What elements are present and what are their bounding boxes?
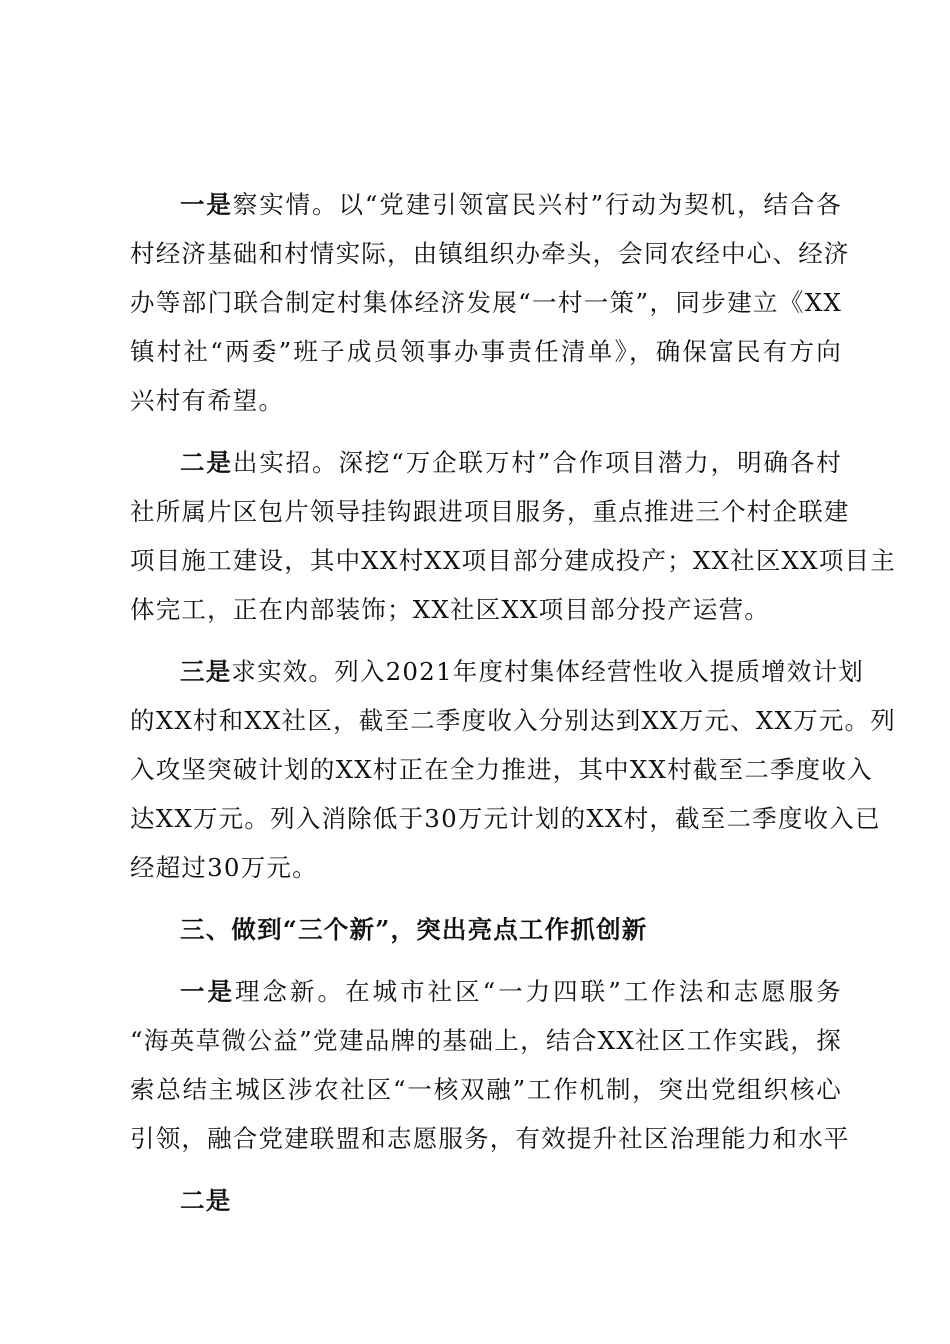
paragraph-line: 村经济基础和村情实际，由镇组织办牵头，会同农经中心、经济: [130, 239, 850, 268]
paragraph-1: [130, 180, 850, 425]
paragraph-lead: 二是: [180, 448, 233, 477]
paragraph-line: 一是察实情。以“党建引领富民兴村”行动为契机，结合各: [180, 190, 842, 219]
paragraph-lead: 一是: [180, 977, 236, 1006]
paragraph-lead: 一是: [180, 190, 233, 219]
paragraph-line: 的XX村和XX社区，截至二季度收入分别达到XX万元、XX万元。列: [130, 706, 896, 735]
paragraph-2: [130, 438, 896, 634]
paragraph-line: 兴村有希望。: [130, 386, 285, 415]
paragraph-line: 镇村社“两委”班子成员领事办事责任清单》，确保富民有方向: [130, 337, 842, 366]
paragraph-lead: 二是: [180, 1186, 232, 1215]
paragraph-line: “海英草微公益”党建品牌的基础上，结合XX社区工作实践，探: [130, 1026, 842, 1055]
document-body: [130, 180, 896, 1238]
paragraph-line: 达XX万元。列入消除低于30万元计划的XX村，截至二季度收入已: [130, 804, 881, 833]
paragraph-line: 社所属片区包片领导挂钩跟进项目服务，重点推进三个村企联建: [130, 497, 850, 526]
section-paragraph-1: [130, 967, 850, 1163]
paragraph-line: 引领，融合党建联盟和志愿服务，有效提升社区治理能力和水平: [130, 1124, 850, 1153]
paragraph-line: 一是理念新。在城市社区“一力四联”工作法和志愿服务: [180, 977, 842, 1006]
paragraph-line: 体完工，正在内部装饰；XX社区XX项目部分投产运营。: [130, 595, 770, 624]
paragraph-lead: 三是: [180, 657, 232, 686]
section-heading-text: 三、做到“三个新”，突出亮点工作抓创新: [180, 915, 648, 944]
section-paragraph-2: [130, 1176, 842, 1225]
paragraph-3: [130, 647, 896, 892]
paragraph-line: 三是求实效。列入2021年度村集体经营性收入提质增效计划: [180, 657, 864, 686]
paragraph-line: 二是出实招。深挖“万企联万村”合作项目潜力，明确各村: [180, 448, 842, 477]
section-heading: [130, 905, 842, 954]
paragraph-line: 索总结主城区涉农社区“一核双融”工作机制，突出党组织核心: [130, 1075, 842, 1104]
paragraph-line: 经超过30万元。: [130, 853, 318, 882]
paragraph-line: 入攻坚突破计划的XX村正在全力推进，其中XX村截至二季度收入: [130, 755, 873, 784]
paragraph-line: 项目施工建设，其中XX村XX项目部分建成投产；XX社区XX项目主: [130, 546, 896, 575]
paragraph-line: 办等部门联合制定村集体经济发展“一村一策”，同步建立《XX: [130, 288, 842, 317]
paragraph-line: [130, 1176, 842, 1225]
